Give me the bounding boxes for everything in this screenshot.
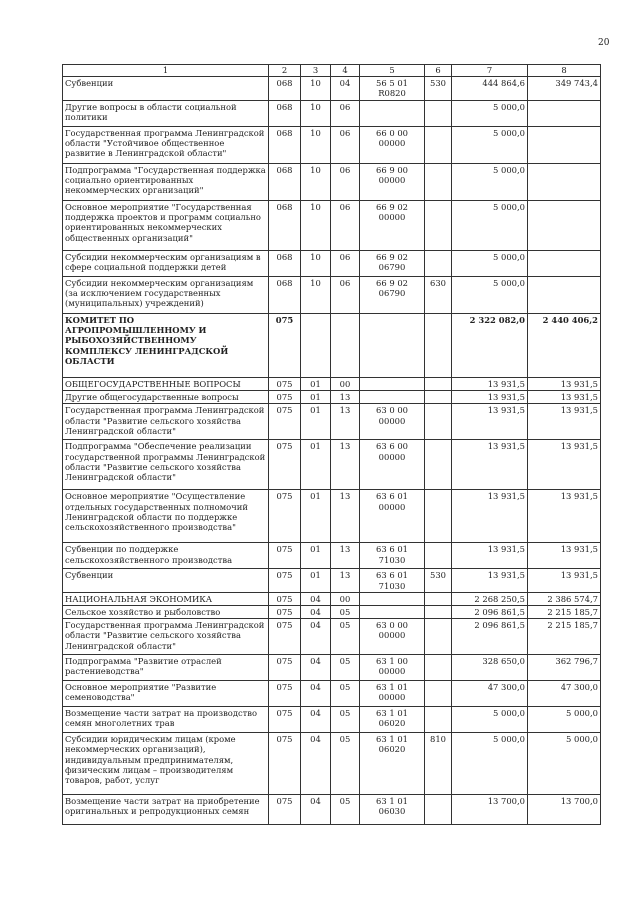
admin-code-cell: 068 xyxy=(269,201,301,251)
row-name-cell: Другие общегосударственные вопросы xyxy=(63,391,269,404)
section-code-cell: 04 xyxy=(301,733,331,795)
subsection-code-cell: 05 xyxy=(331,795,360,825)
row-name-cell: Возмещение части затрат на приобретение оригинальных и репродукционных семян xyxy=(63,795,269,825)
amount-year1-cell: 13 931,5 xyxy=(452,404,528,440)
header-cell: 4 xyxy=(331,65,360,77)
amount-year1-cell: 13 931,5 xyxy=(452,543,528,569)
table-row xyxy=(63,569,601,592)
section-code-cell: 04 xyxy=(301,592,331,605)
subsection-code-cell: 13 xyxy=(331,440,360,490)
row-name-cell: Государственная программа Ленинградской области "Устойчивое общественное развитие в Ленинградской области" xyxy=(63,127,269,164)
subsection-code-cell: 05 xyxy=(331,681,360,707)
row-name-cell: Субсидии юридическим лицам (кроме некоммерческих организаций), индивидуальным предпринимателям, физическим лицам – производителям товаров, работ, услуг xyxy=(63,733,269,795)
row-name-cell: ОБЩЕГОСУДАРСТВЕННЫЕ ВОПРОСЫ xyxy=(63,378,269,391)
admin-code-cell: 075 xyxy=(269,655,301,681)
amount-year2-cell: 47 300,0 xyxy=(528,681,601,707)
admin-code-cell: 068 xyxy=(269,164,301,201)
admin-code-cell: 068 xyxy=(269,77,301,101)
target-article-cell: 63 1 01 00000 xyxy=(360,681,425,707)
admin-code-cell: 075 xyxy=(269,592,301,605)
section-code-cell: 10 xyxy=(301,77,331,101)
row-name-cell: Государственная программа Ленинградской области "Развитие сельского хозяйства Ленинградской области" xyxy=(63,404,269,440)
subsection-code-cell: 05 xyxy=(331,606,360,619)
amount-year1-cell: 13 931,5 xyxy=(452,569,528,592)
subsection-code-cell: 05 xyxy=(331,655,360,681)
header-cell: 2 xyxy=(269,65,301,77)
admin-code-cell: 075 xyxy=(269,795,301,825)
admin-code-cell: 075 xyxy=(269,681,301,707)
admin-code-cell: 068 xyxy=(269,127,301,164)
target-article-cell: 63 1 01 06020 xyxy=(360,733,425,795)
section-code-cell: 10 xyxy=(301,127,331,164)
expense-type-cell: 810 xyxy=(425,733,452,795)
amount-year1-cell: 2 096 861,5 xyxy=(452,606,528,619)
subsection-code-cell: 06 xyxy=(331,101,360,127)
section-code-cell: 04 xyxy=(301,707,331,733)
amount-year1-cell: 5 000,0 xyxy=(452,733,528,795)
target-article-cell: 63 0 00 00000 xyxy=(360,404,425,440)
target-article-cell: 56 5 01 R0820 xyxy=(360,77,425,101)
subsection-code-cell: 13 xyxy=(331,543,360,569)
admin-code-cell: 068 xyxy=(269,251,301,277)
row-name-cell: Подпрограмма "Развитие отраслей растениеводства" xyxy=(63,655,269,681)
amount-year1-cell: 5 000,0 xyxy=(452,127,528,164)
table-row xyxy=(63,277,601,314)
amount-year2-cell: 2 215 185,7 xyxy=(528,619,601,655)
header-cell: 5 xyxy=(360,65,425,77)
row-name-cell: Другие вопросы в области социальной политики xyxy=(63,101,269,127)
expense-type-cell: 630 xyxy=(425,277,452,314)
admin-code-cell: 075 xyxy=(269,378,301,391)
subsection-code-cell: 13 xyxy=(331,391,360,404)
subsection-code-cell: 00 xyxy=(331,592,360,605)
expense-type-cell xyxy=(425,101,452,127)
expense-type-cell xyxy=(425,378,452,391)
expense-type-cell xyxy=(425,201,452,251)
section-code-cell: 01 xyxy=(301,404,331,440)
amount-year2-cell xyxy=(528,277,601,314)
expense-type-cell xyxy=(425,314,452,378)
row-name-cell: Подпрограмма "Обеспечение реализации государственной программы Ленинградской области "Развитие сельского хозяйства Ленинградской области" xyxy=(63,440,269,490)
target-article-cell: 63 1 01 06030 xyxy=(360,795,425,825)
table-row xyxy=(63,681,601,707)
amount-year2-cell xyxy=(528,101,601,127)
target-article-cell: 66 9 00 00000 xyxy=(360,164,425,201)
target-article-cell: 63 6 01 71030 xyxy=(360,569,425,592)
page-number: 20 xyxy=(598,38,610,48)
expense-type-cell xyxy=(425,164,452,201)
table-row xyxy=(63,490,601,543)
amount-year2-cell xyxy=(528,201,601,251)
admin-code-cell: 068 xyxy=(269,101,301,127)
subsection-code-cell: 06 xyxy=(331,201,360,251)
table-header-row xyxy=(63,65,601,77)
amount-year1-cell: 5 000,0 xyxy=(452,277,528,314)
amount-year1-cell: 328 650,0 xyxy=(452,655,528,681)
row-name-cell: Возмещение части затрат на производство семян многолетних трав xyxy=(63,707,269,733)
admin-code-cell: 068 xyxy=(269,277,301,314)
section-code-cell: 01 xyxy=(301,569,331,592)
amount-year1-cell: 444 864,6 xyxy=(452,77,528,101)
subsection-code-cell: 06 xyxy=(331,127,360,164)
table-row xyxy=(63,251,601,277)
header-cell: 3 xyxy=(301,65,331,77)
table-row xyxy=(63,707,601,733)
section-code-cell: 04 xyxy=(301,681,331,707)
table-row xyxy=(63,543,601,569)
expense-type-cell xyxy=(425,619,452,655)
expense-type-cell: 530 xyxy=(425,77,452,101)
expense-type-cell xyxy=(425,404,452,440)
amount-year1-cell: 5 000,0 xyxy=(452,251,528,277)
target-article-cell: 66 9 02 06790 xyxy=(360,251,425,277)
table-row xyxy=(63,606,601,619)
expense-type-cell xyxy=(425,606,452,619)
row-name-cell: КОМИТЕТ ПО АГРОПРОМЫШЛЕННОМУ И РЫБОХОЗЯЙСТВЕННОМУ КОМПЛЕКСУ ЛЕНИНГРАДСКОЙ ОБЛАСТИ xyxy=(63,314,269,378)
expense-type-cell xyxy=(425,127,452,164)
target-article-cell: 63 0 00 00000 xyxy=(360,619,425,655)
admin-code-cell: 075 xyxy=(269,543,301,569)
amount-year1-cell: 13 931,5 xyxy=(452,440,528,490)
section-code-cell: 04 xyxy=(301,606,331,619)
section-code-cell: 04 xyxy=(301,795,331,825)
subsection-code-cell xyxy=(331,314,360,378)
table-row xyxy=(63,314,601,378)
header-cell: 6 xyxy=(425,65,452,77)
table-row xyxy=(63,164,601,201)
target-article-cell: 63 1 01 06020 xyxy=(360,707,425,733)
section-code-cell: 01 xyxy=(301,391,331,404)
amount-year2-cell: 5 000,0 xyxy=(528,707,601,733)
amount-year1-cell: 2 322 082,0 xyxy=(452,314,528,378)
amount-year2-cell: 13 931,5 xyxy=(528,404,601,440)
expense-type-cell: 530 xyxy=(425,569,452,592)
amount-year2-cell: 362 796,7 xyxy=(528,655,601,681)
table-row xyxy=(63,127,601,164)
subsection-code-cell: 13 xyxy=(331,569,360,592)
table-row xyxy=(63,655,601,681)
table-row xyxy=(63,378,601,391)
subsection-code-cell: 04 xyxy=(331,77,360,101)
expense-type-cell xyxy=(425,251,452,277)
row-name-cell: Основное мероприятие "Осуществление отдельных государственных полномочий Ленинградской области по поддержке сельскохозяйственного производства" xyxy=(63,490,269,543)
amount-year1-cell: 13 931,5 xyxy=(452,378,528,391)
table-row xyxy=(63,592,601,605)
admin-code-cell: 075 xyxy=(269,606,301,619)
expense-type-cell xyxy=(425,391,452,404)
target-article-cell: 66 0 00 00000 xyxy=(360,127,425,164)
table-row xyxy=(63,440,601,490)
amount-year2-cell: 13 700,0 xyxy=(528,795,601,825)
table-row xyxy=(63,404,601,440)
table-row xyxy=(63,101,601,127)
target-article-cell xyxy=(360,378,425,391)
section-code-cell xyxy=(301,314,331,378)
row-name-cell: Основное мероприятие "Государственная поддержка проектов и программ социально ориентированных некоммерческих общественных организаций" xyxy=(63,201,269,251)
amount-year1-cell: 13 931,5 xyxy=(452,391,528,404)
subsection-code-cell: 05 xyxy=(331,619,360,655)
amount-year2-cell: 2 215 185,7 xyxy=(528,606,601,619)
table-row xyxy=(63,619,601,655)
section-code-cell: 01 xyxy=(301,440,331,490)
target-article-cell xyxy=(360,592,425,605)
section-code-cell: 04 xyxy=(301,619,331,655)
section-code-cell: 10 xyxy=(301,251,331,277)
section-code-cell: 10 xyxy=(301,201,331,251)
subsection-code-cell: 06 xyxy=(331,251,360,277)
row-name-cell: Основное мероприятие "Развитие семеноводства" xyxy=(63,681,269,707)
amount-year2-cell: 13 931,5 xyxy=(528,569,601,592)
expense-type-cell xyxy=(425,543,452,569)
budget-table xyxy=(62,64,601,825)
amount-year1-cell: 47 300,0 xyxy=(452,681,528,707)
amount-year1-cell: 2 096 861,5 xyxy=(452,619,528,655)
amount-year2-cell xyxy=(528,164,601,201)
expense-type-cell xyxy=(425,440,452,490)
section-code-cell: 01 xyxy=(301,378,331,391)
amount-year1-cell: 5 000,0 xyxy=(452,707,528,733)
amount-year2-cell xyxy=(528,127,601,164)
admin-code-cell: 075 xyxy=(269,391,301,404)
admin-code-cell: 075 xyxy=(269,707,301,733)
section-code-cell: 01 xyxy=(301,543,331,569)
row-name-cell: НАЦИОНАЛЬНАЯ ЭКОНОМИКА xyxy=(63,592,269,605)
row-name-cell: Подпрограмма "Государственная поддержка социально ориентированных некоммерческих организаций" xyxy=(63,164,269,201)
header-cell: 8 xyxy=(528,65,601,77)
expense-type-cell xyxy=(425,490,452,543)
amount-year2-cell: 2 386 574,7 xyxy=(528,592,601,605)
header-cell: 7 xyxy=(452,65,528,77)
table-row xyxy=(63,391,601,404)
expense-type-cell xyxy=(425,707,452,733)
admin-code-cell: 075 xyxy=(269,569,301,592)
subsection-code-cell: 13 xyxy=(331,490,360,543)
subsection-code-cell: 13 xyxy=(331,404,360,440)
amount-year1-cell: 5 000,0 xyxy=(452,101,528,127)
expense-type-cell xyxy=(425,795,452,825)
expense-type-cell xyxy=(425,681,452,707)
row-name-cell: Государственная программа Ленинградской области "Развитие сельского хозяйства Ленинградской области" xyxy=(63,619,269,655)
target-article-cell: 63 6 00 00000 xyxy=(360,440,425,490)
target-article-cell: 63 1 00 00000 xyxy=(360,655,425,681)
amount-year2-cell: 13 931,5 xyxy=(528,440,601,490)
header-cell: 1 xyxy=(63,65,269,77)
table-row xyxy=(63,77,601,101)
table-row xyxy=(63,201,601,251)
subsection-code-cell: 06 xyxy=(331,277,360,314)
subsection-code-cell: 06 xyxy=(331,164,360,201)
target-article-cell: 63 6 01 00000 xyxy=(360,490,425,543)
admin-code-cell: 075 xyxy=(269,490,301,543)
target-article-cell: 66 9 02 00000 xyxy=(360,201,425,251)
subsection-code-cell: 05 xyxy=(331,733,360,795)
section-code-cell: 10 xyxy=(301,101,331,127)
target-article-cell: 66 9 02 06790 xyxy=(360,277,425,314)
amount-year2-cell: 13 931,5 xyxy=(528,490,601,543)
admin-code-cell: 075 xyxy=(269,733,301,795)
amount-year1-cell: 5 000,0 xyxy=(452,201,528,251)
admin-code-cell: 075 xyxy=(269,314,301,378)
amount-year2-cell: 13 931,5 xyxy=(528,543,601,569)
subsection-code-cell: 05 xyxy=(331,707,360,733)
admin-code-cell: 075 xyxy=(269,619,301,655)
row-name-cell: Сельское хозяйство и рыболовство xyxy=(63,606,269,619)
admin-code-cell: 075 xyxy=(269,404,301,440)
row-name-cell: Субвенции xyxy=(63,77,269,101)
amount-year2-cell: 13 931,5 xyxy=(528,391,601,404)
table-row xyxy=(63,733,601,795)
row-name-cell: Субсидии некоммерческим организациям (за исключением государственных (муниципальных) учреждений) xyxy=(63,277,269,314)
expense-type-cell xyxy=(425,655,452,681)
amount-year2-cell xyxy=(528,251,601,277)
target-article-cell xyxy=(360,606,425,619)
target-article-cell xyxy=(360,101,425,127)
target-article-cell xyxy=(360,391,425,404)
amount-year2-cell: 2 440 406,2 xyxy=(528,314,601,378)
section-code-cell: 10 xyxy=(301,277,331,314)
amount-year2-cell: 5 000,0 xyxy=(528,733,601,795)
section-code-cell: 10 xyxy=(301,164,331,201)
amount-year2-cell: 13 931,5 xyxy=(528,378,601,391)
expense-type-cell xyxy=(425,592,452,605)
amount-year1-cell: 13 931,5 xyxy=(452,490,528,543)
row-name-cell: Субсидии некоммерческим организациям в сфере социальной поддержки детей xyxy=(63,251,269,277)
amount-year2-cell: 349 743,4 xyxy=(528,77,601,101)
target-article-cell: 63 6 01 71030 xyxy=(360,543,425,569)
section-code-cell: 01 xyxy=(301,490,331,543)
table-row xyxy=(63,795,601,825)
amount-year1-cell: 13 700,0 xyxy=(452,795,528,825)
row-name-cell: Субвенции xyxy=(63,569,269,592)
section-code-cell: 04 xyxy=(301,655,331,681)
amount-year1-cell: 2 268 250,5 xyxy=(452,592,528,605)
amount-year1-cell: 5 000,0 xyxy=(452,164,528,201)
subsection-code-cell: 00 xyxy=(331,378,360,391)
row-name-cell: Субвенции по поддержке сельскохозяйственного производства xyxy=(63,543,269,569)
admin-code-cell: 075 xyxy=(269,440,301,490)
target-article-cell xyxy=(360,314,425,378)
